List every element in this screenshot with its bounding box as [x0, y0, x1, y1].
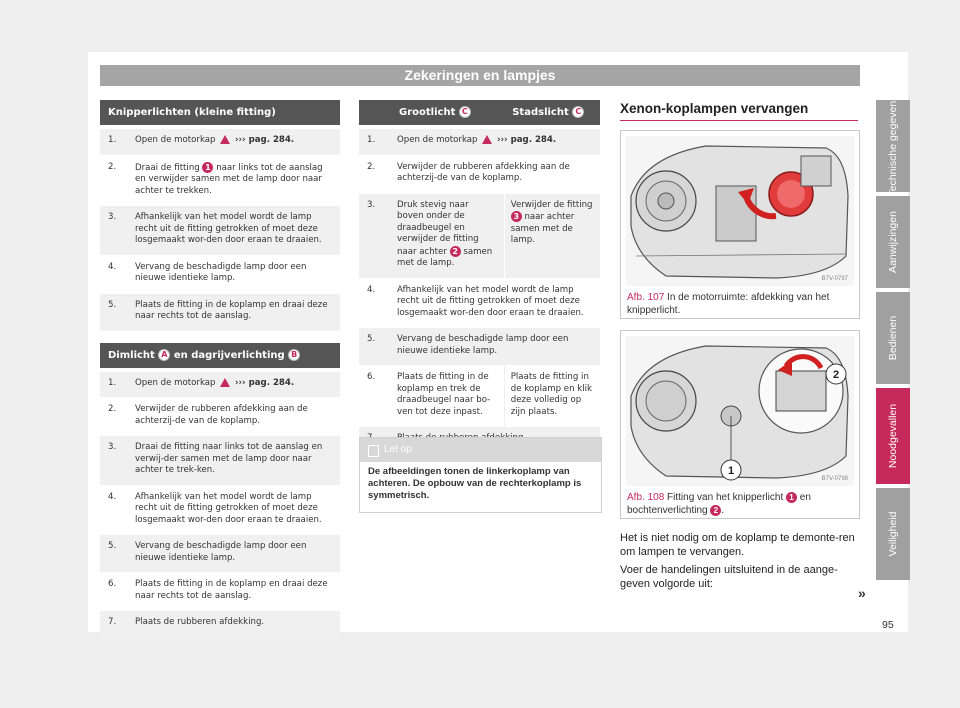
figure-callout: 2: [832, 369, 840, 381]
callout-badge: 1: [202, 162, 213, 173]
header-grootlicht: Grootlicht C: [391, 100, 504, 125]
figure-code: B7V-0798: [821, 476, 848, 482]
figure-caption: Afb. 108 Fitting van het knipperlicht 1 en bochtenverlichting 2 .: [627, 492, 811, 516]
tab-bedienen[interactable]: Bedienen: [876, 292, 910, 384]
warning-icon: [482, 135, 492, 144]
table-row: 3. Draai de fitting naar links tot de aanslag en verwij-der samen met de lamp door naar achter te trek-ken.: [100, 436, 340, 486]
callout-badge: B: [288, 349, 300, 361]
continue-arrow-icon: »: [858, 585, 866, 601]
callout-badge: C: [572, 106, 584, 118]
table-row: 2. Verwijder de rubberen afdekking aan de achterzij-de van de koplamp.: [100, 398, 340, 436]
page-link[interactable]: ››› pag. 284.: [234, 135, 295, 145]
table-dimlicht: [100, 343, 340, 637]
table-row: 2. Verwijder de rubberen afdekking aan de achterzij-de van de koplamp.: [359, 155, 600, 193]
figure-108: [620, 330, 860, 519]
callout-badge: A: [158, 349, 170, 361]
table-row: 5. Vervang de beschadigde lamp door een nieuwe identieke lamp.: [359, 328, 600, 366]
tab-aanwijzingen[interactable]: Aanwijzingen: [876, 196, 910, 288]
headlamp-image: [626, 136, 854, 286]
column-1: [100, 100, 340, 637]
table-row: 4. Afhankelijk van het model wordt de lamp recht uit de fitting getrokken of moet deze losgemaakt wor-den door eraan te draaien.: [100, 485, 340, 535]
chapter-header: Zekeringen en lampjes: [100, 65, 860, 86]
warning-icon: [220, 378, 230, 387]
table-row: 5. Plaats de fitting in de koplamp en draai deze naar rechts tot de aanslag.: [100, 293, 340, 331]
table-row: 4. Vervang de beschadigde lamp door een nieuwe identieke lamp.: [100, 255, 340, 293]
table-row: 1. Open de motorkap ››› pag. 284.: [100, 129, 340, 156]
table-grootlicht-stadslicht: [359, 100, 600, 453]
warning-icon: [220, 135, 230, 144]
callout-badge: 2: [710, 505, 721, 516]
table-row: 6. Plaats de fitting in de koplamp en draai deze naar rechts tot de aanslag.: [100, 573, 340, 611]
note-body: De afbeeldingen tonen de linkerkoplamp van achteren. De opbouw van de rechterkoplamp is symmetrisch.: [368, 466, 582, 501]
callout-badge: 2: [450, 246, 461, 257]
column-2: [359, 100, 600, 453]
table-row: 5. Vervang de beschadigde lamp door een nieuwe identieke lamp.: [100, 535, 340, 573]
table-row: 6. Plaats de fitting in de koplamp en trek de draadbeugel naar bo-ven tot deze inpast. Plaats de fitting in de koplamp en klik deze volledig op zijn plaats.: [359, 366, 600, 427]
table-row: 3. Druk stevig naar boven onder de draadbeugel en verwijder de fitting naar achter 2 samen met de lamp. Verwijder de fitting 3 naar achter samen met de lamp.: [359, 193, 600, 278]
table-row: 7. Plaats de rubberen afdekking.: [100, 611, 340, 637]
figure-callout: 1: [727, 465, 735, 477]
table-row: 1. Open de motorkap ››› pag. 284.: [359, 129, 600, 156]
body-paragraph: Het is niet nodig om de koplamp te demonte-ren om lampen te vervangen.: [620, 532, 855, 558]
callout-badge: C: [459, 106, 471, 118]
page-number: 95: [882, 619, 894, 631]
table-title: Dimlicht A en dagrijverlichting B: [100, 343, 340, 368]
section-title: Xenon-koplampen vervangen: [620, 101, 809, 116]
section-divider: [620, 120, 858, 121]
callout-badge: 3: [511, 211, 522, 222]
table-row: 2. Draai de fitting 1 naar links tot de aanslag en verwijder samen met de lamp door naar achter te trekken.: [100, 155, 340, 206]
tab-veiligheid[interactable]: Veiligheid: [876, 488, 910, 580]
tab-noodgevallen[interactable]: Noodgevallen: [876, 388, 910, 484]
page-link[interactable]: ››› pag. 284.: [496, 135, 557, 145]
body-paragraph: Voer de handelingen uitsluitend in de aange-geven volgorde uit:: [620, 564, 838, 590]
note-header: Let op: [360, 438, 601, 462]
table-knipperlichten: [100, 100, 340, 331]
callout-badge: 1: [786, 492, 797, 503]
figure-caption: Afb. 107 In de motorruimte: afdekking van het knipperlicht.: [627, 292, 830, 316]
figure-107: [620, 130, 860, 319]
header-stadslicht: Stadslicht C: [504, 100, 600, 125]
table-row: 3. Afhankelijk van het model wordt de lamp recht uit de fitting getrokken of moet deze losgemaakt wor-den door eraan te draaien.: [100, 206, 340, 256]
figure-code: B7V-0797: [821, 276, 848, 282]
table-row: 4. Afhankelijk van het model wordt de lamp recht uit de fitting getrokken of moet deze losgemaakt wor-den door eraan te draaien.: [359, 278, 600, 328]
table-row: 1. Open de motorkap ››› pag. 284.: [100, 371, 340, 398]
page-link[interactable]: ››› pag. 284.: [234, 377, 295, 388]
headlamp-image: [626, 336, 854, 486]
note-box: [359, 437, 602, 513]
table-title: Knipperlichten (kleine fitting): [100, 100, 340, 125]
tab-technische-gegevens[interactable]: Technische gegevens: [876, 100, 910, 192]
note-icon: [368, 445, 379, 457]
